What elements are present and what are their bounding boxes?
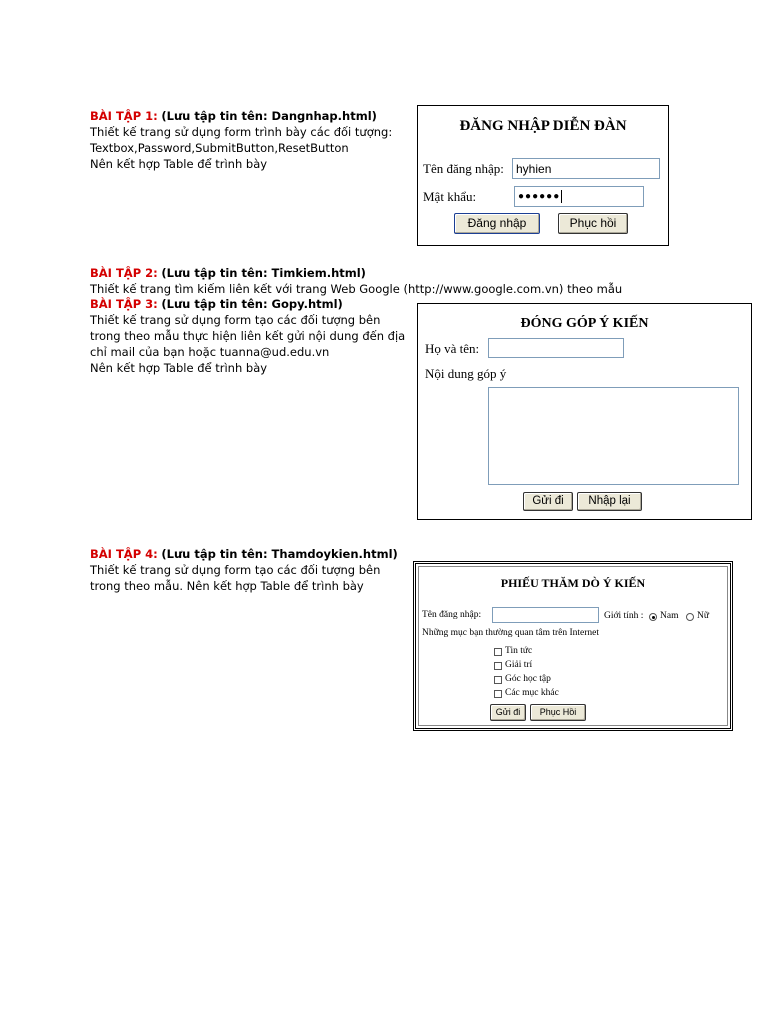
gender-label: Giới tính :	[604, 611, 644, 621]
gender-female-radio[interactable]	[686, 613, 694, 621]
feedback-form-heading: ĐÓNG GÓP Ý KIẾN	[520, 316, 649, 331]
survey-reset-button[interactable]: Phục Hồi	[530, 704, 586, 721]
interest-label-study: Góc học tập	[505, 674, 551, 684]
interest-label-other: Các mục khác	[505, 688, 559, 698]
interest-checkbox-news[interactable]	[494, 648, 502, 656]
interest-checkbox-entertainment[interactable]	[494, 662, 502, 670]
name-label: Họ và tên:	[425, 341, 480, 356]
exercise-2-desc-line: Thiết kế trang tìm kiếm liên kết với trang Web Google (http://www.google.com.vn) theo mẫu	[90, 282, 623, 296]
content-label: Nội dung góp ý	[425, 366, 507, 381]
exercise-4-title: (Lưu tập tin tên: Thamdoykien.html)	[161, 547, 398, 561]
exercise-3-desc-line: Thiết kế trang sử dụng form tạo các đối tượng bên	[90, 313, 381, 327]
feedback-reset-button[interactable]: Nhập lại	[577, 492, 642, 511]
exercise-1-label: BÀI TẬP 1:	[90, 109, 158, 123]
exercise-3-title: (Lưu tập tin tên: Gopy.html)	[161, 297, 343, 311]
survey-send-button[interactable]: Gửi đi	[490, 704, 526, 721]
password-input[interactable]	[514, 186, 644, 207]
login-form-sample	[417, 105, 669, 246]
exercise-3-desc-line: Nên kết hợp Table để trình bày	[90, 361, 268, 375]
exercise-3-label: BÀI TẬP 3:	[90, 297, 158, 311]
exercise-3-desc-line: chỉ mail của bạn hoặc tuanna@ud.edu.vn	[90, 345, 330, 359]
exercise-4-desc-line: Thiết kế trang sử dụng form tạo các đối tượng bên	[90, 563, 381, 577]
text-cursor	[561, 190, 562, 203]
exercise-4	[90, 546, 410, 594]
name-input[interactable]	[488, 338, 624, 358]
gender-male-label: Nam	[660, 611, 679, 621]
interest-label-news: Tin tức	[505, 646, 533, 656]
exercise-4-label: BÀI TẬP 4:	[90, 547, 158, 561]
exercise-1-desc-line: Textbox,Password,SubmitButton,ResetButton	[90, 141, 349, 155]
login-reset-button[interactable]: Phục hồi	[558, 213, 628, 234]
content-textarea[interactable]	[488, 387, 739, 485]
survey-username-input[interactable]	[492, 607, 599, 623]
interest-label-entertainment: Giải trí	[505, 660, 533, 670]
exercise-1-desc-line: Nên kết hợp Table để trình bày	[90, 157, 268, 171]
password-value: ●●●●●●	[518, 191, 561, 202]
interests-label: Những mục bạn thường quan tâm trên Internet	[422, 628, 600, 638]
survey-username-label: Tên đăng nhập:	[422, 610, 482, 620]
login-submit-button[interactable]: Đăng nhập	[454, 213, 540, 234]
survey-form-heading: PHIẾU THĂM DÒ Ý KIẾN	[500, 576, 646, 590]
exercise-2	[90, 265, 690, 297]
password-label: Mật khẩu:	[423, 189, 477, 204]
gender-female-label: Nữ	[697, 611, 710, 621]
exercise-2-title: (Lưu tập tin tên: Timkiem.html)	[161, 266, 366, 280]
exercise-3-desc-line: trong theo mẫu thực hiện liên kết gửi nội dung đến địa	[90, 329, 406, 343]
login-form-heading: ĐĂNG NHẬP DIỄN ĐÀN	[459, 118, 627, 134]
exercise-1-desc-line: Thiết kế trang sử dụng form trình bày các đối tượng:	[90, 125, 393, 139]
exercise-4-desc-line: trong theo mẫu. Nên kết hợp Table để trình bày	[90, 579, 364, 593]
interest-checkbox-study[interactable]	[494, 676, 502, 684]
feedback-form-sample	[417, 303, 752, 520]
gender-male-radio[interactable]	[649, 613, 657, 621]
survey-form-sample	[413, 561, 733, 731]
exercise-2-label: BÀI TẬP 2:	[90, 266, 158, 280]
feedback-send-button[interactable]: Gửi đi	[523, 492, 573, 511]
interest-checkbox-other[interactable]	[494, 690, 502, 698]
username-label: Tên đăng nhập:	[423, 161, 504, 176]
exercise-1-title: (Lưu tập tin tên: Dangnhap.html)	[161, 109, 377, 123]
exercise-3	[90, 296, 405, 376]
username-input[interactable]	[512, 158, 660, 179]
exercise-1	[90, 108, 410, 172]
